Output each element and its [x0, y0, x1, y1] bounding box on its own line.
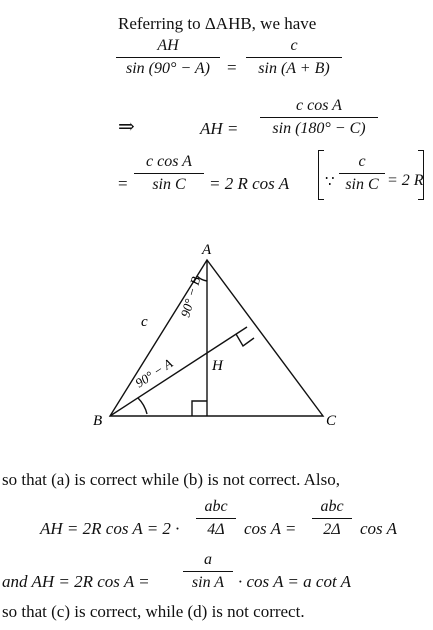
eq5-numerator: a [204, 551, 212, 568]
eq3-fraction [134, 152, 204, 195]
eq2-rhs-denominator: sin (180° − C) [272, 120, 366, 137]
eq4-f1-numerator: abc [204, 498, 228, 515]
eq1-rhs-denominator: sin (A + B) [258, 60, 330, 77]
angle-arc-left [138, 398, 147, 414]
eq5-denominator: sin A [191, 574, 225, 591]
eq5-fraction [183, 550, 233, 593]
vertex-label-b: B [93, 413, 103, 429]
conclusion-2: so that (c) is correct, while (d) is not correct. [2, 602, 305, 621]
eq3-because-denominator: sin C [345, 176, 379, 193]
eq1-lhs-denominator: sin (90° − A) [125, 60, 210, 77]
eq3-because-numerator: c [358, 153, 366, 170]
eq2-rhs-fraction [260, 96, 378, 139]
eq3-because-fraction [339, 152, 385, 195]
eq3-denominator: sin C [152, 176, 186, 193]
eq1-rhs-fraction [246, 36, 342, 79]
eq4-f1-denominator: 4Δ [207, 521, 225, 538]
eq4-fraction-1 [196, 497, 236, 540]
eq3-equals-start: = [118, 174, 128, 193]
eq1-lhs-numerator: AH [157, 37, 179, 54]
eq1-rhs-numerator: c [290, 37, 298, 54]
eq3-because-rhs: = 2 R [387, 172, 424, 189]
point-label-h: H [212, 358, 223, 374]
because-symbol: ∵ [325, 174, 335, 190]
eq5-part2: · cos A = a cot A [238, 572, 351, 591]
eq2-implies-arrow: ⇒ [118, 116, 135, 138]
eq4-f2-denominator: 2Δ [323, 521, 341, 538]
eq1-lhs-fraction [116, 36, 220, 79]
angle-label-top: 90° − B [177, 274, 204, 319]
right-angle-mark-side [236, 334, 254, 346]
eq4-part1: AH = 2R cos A = 2 · [40, 519, 180, 538]
right-angle-mark-base [192, 401, 207, 416]
altitude-bh-extended [110, 327, 247, 416]
eq4-part2: cos A = [244, 519, 297, 538]
eq4-part3: cos A [360, 519, 397, 538]
eq5-part1: and AH = 2R cos A = [2, 572, 150, 591]
eq3-middle: = 2 R cos A [209, 174, 290, 193]
eq3-numerator: c cos A [146, 153, 192, 170]
triangle-figure [0, 240, 433, 460]
conclusion-1: so that (a) is correct while (b) is not correct. Also, [2, 470, 341, 489]
vertex-label-c: C [326, 413, 337, 429]
eq1-equals: = [227, 58, 237, 77]
eq3-because-bracket [318, 150, 424, 200]
side-label-c: c [141, 314, 148, 330]
eq2-rhs-numerator: c cos A [296, 97, 342, 114]
angle-label-left: 90° − A [132, 355, 176, 391]
intro-text: Referring to ΔAHB, we have [118, 14, 317, 33]
eq2-lhs: AH = [200, 119, 239, 138]
eq4-fraction-2 [312, 497, 352, 540]
eq4-f2-numerator: abc [320, 498, 344, 515]
triangle-abc [110, 260, 323, 416]
vertex-label-a: A [202, 242, 212, 258]
